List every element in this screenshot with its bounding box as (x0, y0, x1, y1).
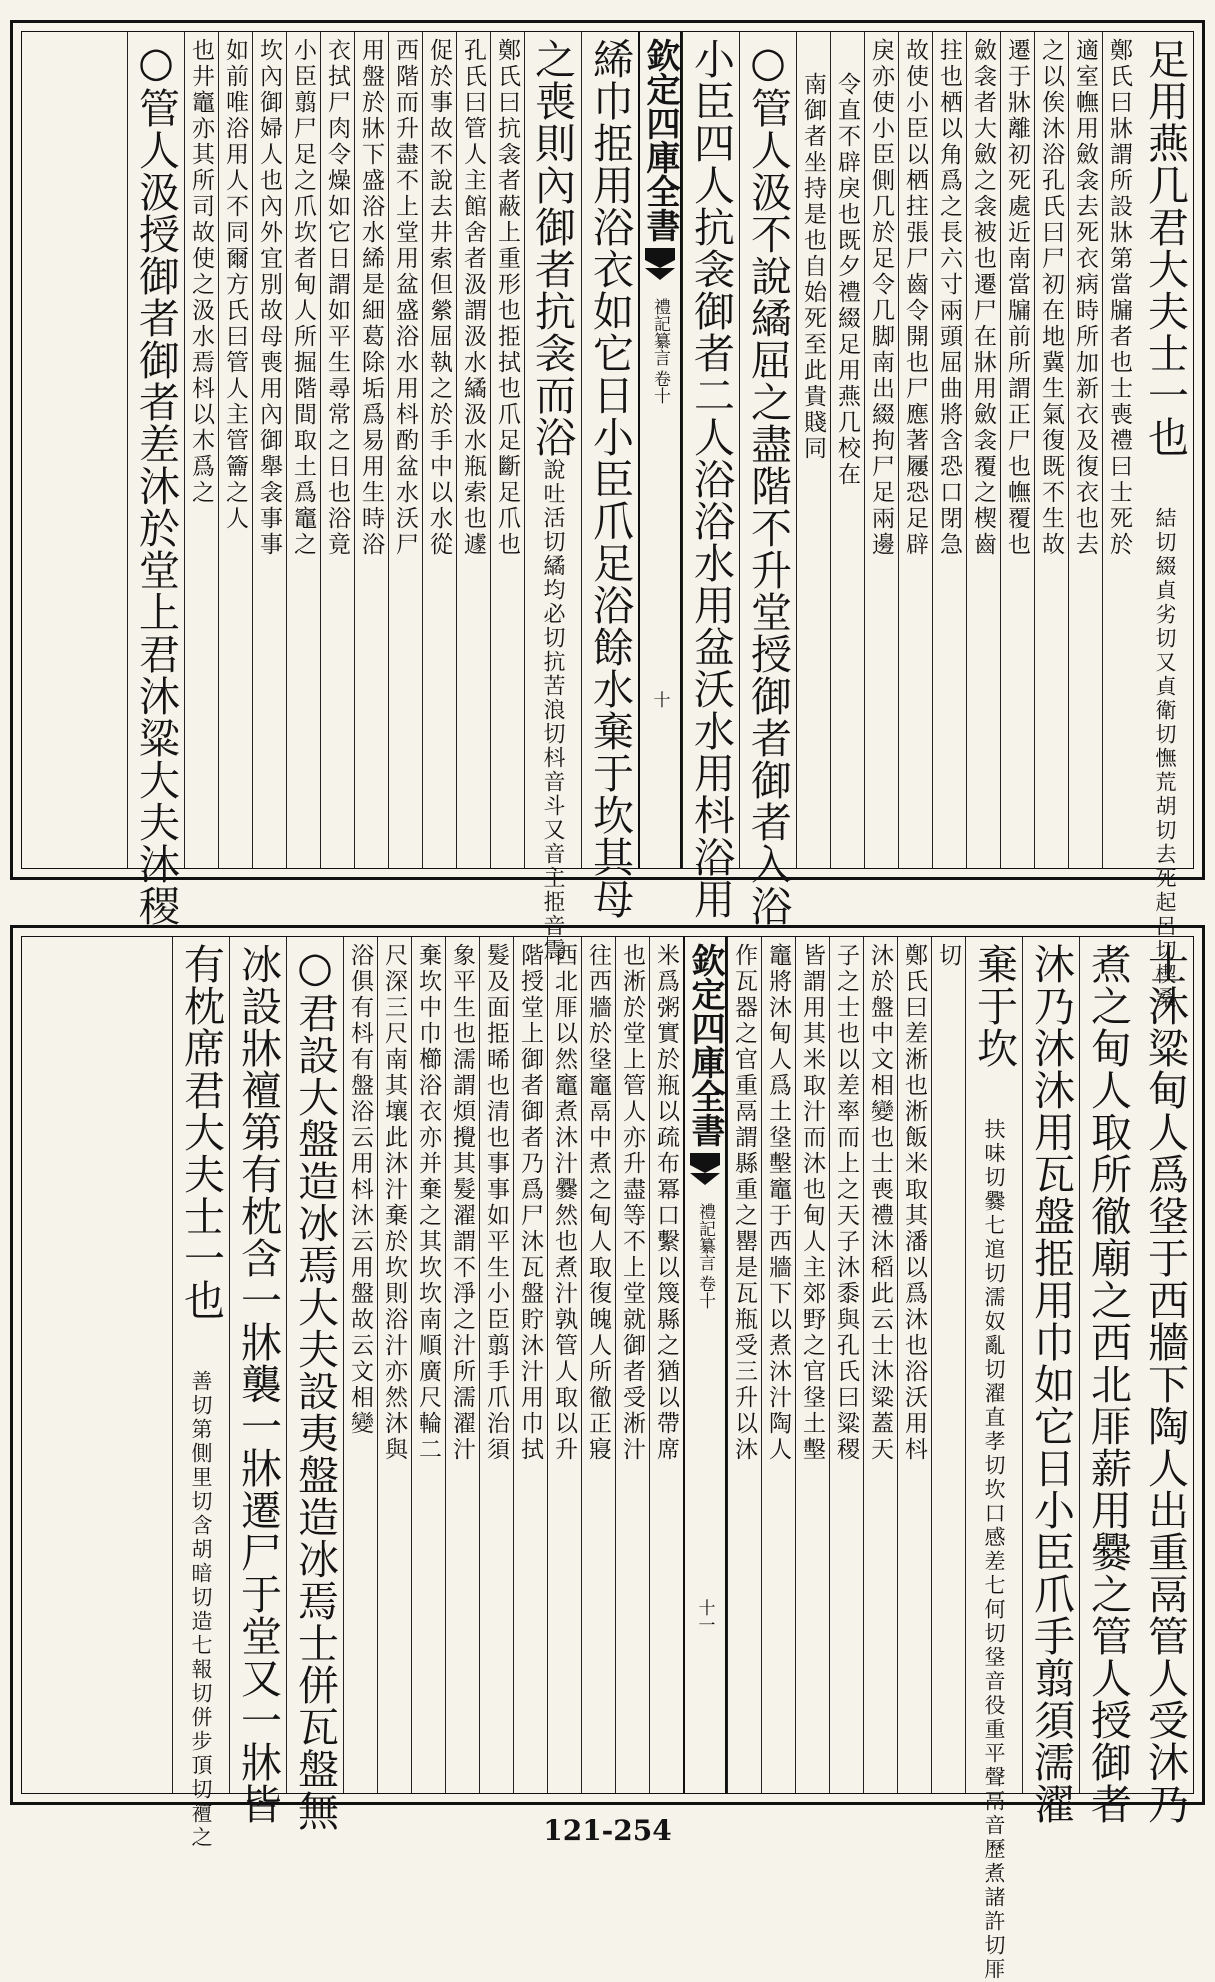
gutter-volume: 卷十 (695, 1275, 715, 1309)
text-column: 沐乃沐沐用瓦盤挋用巾如它日小臣爪手翦須濡濯 (1022, 937, 1079, 1793)
commentary-column: 孔氏曰管人主館舍者汲謂汲水繘汲水瓶索也遽 (456, 32, 490, 868)
commentary-column: 小臣翦尸足之爪坎者甸人所掘階間取土爲竈之 (286, 32, 320, 868)
fish-tail-mark-icon (645, 248, 675, 268)
text-column (965, 937, 1022, 1982)
annotation-text: 扶味切爨七逭切濡奴亂切濯直孝切坎口感 (982, 1118, 1006, 1550)
commentary-column: 往西牆於垼竈鬲中煮之甸人取復魄人所徹正寢 (581, 937, 615, 1793)
text-column (172, 937, 229, 1850)
commentary-column: 切 (931, 937, 965, 1793)
commentary-column: 之以俟沐浴孔氏曰尸初在地冀生氣復既不生故 (1034, 32, 1068, 868)
main-text: 足用燕几君大夫士一也 (1141, 38, 1189, 458)
text-column: 小臣四人抗衾御者二人浴浴水用盆沃水用枓浴用 (682, 32, 739, 868)
main-text: 之喪則內御者抗衾而浴 (528, 38, 576, 458)
commentary-column: 髮及面挋晞也清也事事如平生小臣翦手爪治須 (479, 937, 513, 1793)
text-column (1136, 32, 1193, 1011)
text-column: 絺巾挋用浴衣如它日小臣爪足浴餘水棄于坎其母 (581, 32, 638, 868)
gutter-page-number: 十一 (694, 1599, 715, 1633)
commentary-column: 適室幠用斂衾去死衣病時所加新衣及復衣也去 (1068, 32, 1102, 868)
fish-tail-mark-icon (645, 268, 675, 280)
annotation-text: 造七報切併步頂切襢之 (189, 1610, 213, 1850)
commentary-column: 鄭氏曰抗衾者蔽上重形也挋拭也爪足斷足爪也 (490, 32, 524, 868)
commentary-column: 戾亦使小臣側几於足令几脚南出綴拘尸足兩邊 (864, 32, 898, 868)
text-column (524, 32, 581, 962)
gutter-title: 欽定四庫全書 (685, 943, 725, 1147)
top-page-frame (10, 20, 1205, 1011)
commentary-column: 促於事故不說去井索但縈屈執之於手中以水從 (422, 32, 456, 868)
commentary-column: 鄭氏曰差淅也淅飯米取其潘以爲沐也浴沃用枓 (897, 937, 931, 1793)
commentary-column: 皆謂用其米取汁而沐也甸人主郊野之官垼土墼 (795, 937, 829, 1793)
annotation-pair (187, 1370, 215, 1850)
gutter-page-number: 十 (649, 691, 670, 708)
commentary-column: 作瓦器之官重鬲謂縣重之罌是瓦瓶受三升以沐 (727, 937, 761, 1793)
commentary-column: 竈將沐甸人爲土垼墼竈于西牆下以煮沐汁陶人 (761, 937, 795, 1793)
gutter-book-title: 禮記纂言 (650, 298, 670, 366)
commentary-column: 西階而升盡不上堂用盆盛浴水用枓酌盆水沃尸 (388, 32, 422, 868)
annotation-text: 差七何切垼音役重平聲鬲音歷煮諸許切厞 (982, 1550, 1006, 1982)
commentary-column: 斂衾者大斂之衾被也遷尸在牀用斂衾覆之楔齒 (966, 32, 1000, 868)
commentary-column: 令直不辟戾也既夕禮綴足用燕几校在 (830, 32, 864, 868)
fish-tail-mark-icon (690, 1173, 720, 1185)
commentary-column: 象平生也濡謂煩攪其髮濯謂不淨之汁所濡濯汁 (445, 937, 479, 1793)
commentary-column: 沐於盤中文相變也士喪禮沐稻此云士沐粱蓋天 (863, 937, 897, 1793)
commentary-column: 浴俱有枓有盤浴云用枓沐云用盤故云文相變 (343, 937, 377, 1793)
commentary-column: 故使小臣以栖拄張尸齒令開也尸應著屨恐足辟 (898, 32, 932, 868)
commentary-column: 階授堂上御者御者乃爲尸沐瓦盤貯沐汁用巾拭 (513, 937, 547, 1793)
commentary-column: 也井竈亦其所司故使之汲水焉枓以木爲之 (184, 32, 218, 868)
text-column: ○管人汲授御者御者差沐於堂上君沐粱大夫沐稷 (127, 32, 184, 868)
page-gutter (683, 937, 727, 1793)
annotation-text: 善切第側里切含胡暗切 (189, 1370, 213, 1610)
commentary-column: 衣拭尸肉令燥如它日謂如平生尋常之日也浴竟 (320, 32, 354, 868)
page-gutter (638, 32, 682, 868)
commentary-column: 用盤於牀下盛浴水絺是細葛除垢爲易用生時浴 (354, 32, 388, 868)
text-column: 煮之甸人取所徹廟之西北厞薪用爨之管人授御者 (1079, 937, 1136, 1793)
commentary-column: 也淅於堂上管人亦升盡等不上堂就御者受淅汁 (615, 937, 649, 1793)
commentary-column: 西北厞以然竈煮沐汁爨然也煮汁孰管人取以升 (547, 937, 581, 1793)
annotation-text: 說吐活切繘均必切抗苦浪切枓音斗又音主挋音震 (540, 458, 565, 962)
commentary-column: 拄也栖以角爲之長六寸兩頭屈曲將含恐口閉急 (932, 32, 966, 868)
annotation-pair (980, 1118, 1008, 1982)
commentary-column: 南御者坐持是也自始死至此貴賤同 (796, 32, 830, 868)
commentary-column: 如前唯浴用人不同爾方氏曰管人主管籥之人 (218, 32, 252, 868)
commentary-column: 坎內御婦人也內外宜別故母喪用內御舉衾事事 (252, 32, 286, 868)
page-number: 121-254 (543, 1814, 672, 1847)
main-text: 棄于坎 (970, 943, 1018, 1069)
commentary-column: 米爲粥實於瓶以疏布冪口繫以篾縣之猶以帶席 (649, 937, 683, 1793)
gutter-volume: 卷十 (650, 370, 670, 404)
commentary-column: 棄坎中巾櫛浴衣亦并棄之其坎坎南順廣尺輪二 (411, 937, 445, 1793)
top-page-inner-border (21, 31, 1194, 1011)
commentary-column: 子之士也以差率而上之天子沐黍與孔氏曰粱稷 (829, 937, 863, 1793)
commentary-column: 遷于牀離初死處近南當牖前所謂正尸也幠覆也 (1000, 32, 1034, 868)
text-column: ○管人汲不說繘屈之盡階不升堂授御者御者入浴 (739, 32, 796, 868)
top-page-columns (22, 32, 1193, 1011)
gutter-book-title: 禮記纂言 (695, 1203, 715, 1271)
annotation-text: 憮荒胡切去死起呂切楔桑 (1153, 747, 1177, 1011)
text-column: 冰設牀襢第有枕含一牀襲一牀遷尸于堂又一牀皆 (229, 937, 286, 1793)
text-column: 士沐粱甸人爲垼于西牆下陶人出重鬲管人受沐乃 (1141, 943, 1189, 1825)
annotation-text: 結切綴貞劣切又貞衛切 (1153, 507, 1177, 747)
main-text: 有枕席君大夫士一也 (177, 943, 225, 1321)
fish-tail-mark-icon (690, 1153, 720, 1173)
commentary-column: 尺深三尺南其壤此沐汁棄於坎則浴汁亦然沐與 (377, 937, 411, 1793)
gutter-title: 欽定四庫全書 (640, 38, 680, 242)
text-column: ○君設大盤造冰焉大夫設夷盤造冰焉士併瓦盤無 (286, 937, 343, 1793)
commentary-column: 鄭氏曰牀謂所設牀第當牖者也士喪禮曰士死於 (1102, 32, 1136, 868)
